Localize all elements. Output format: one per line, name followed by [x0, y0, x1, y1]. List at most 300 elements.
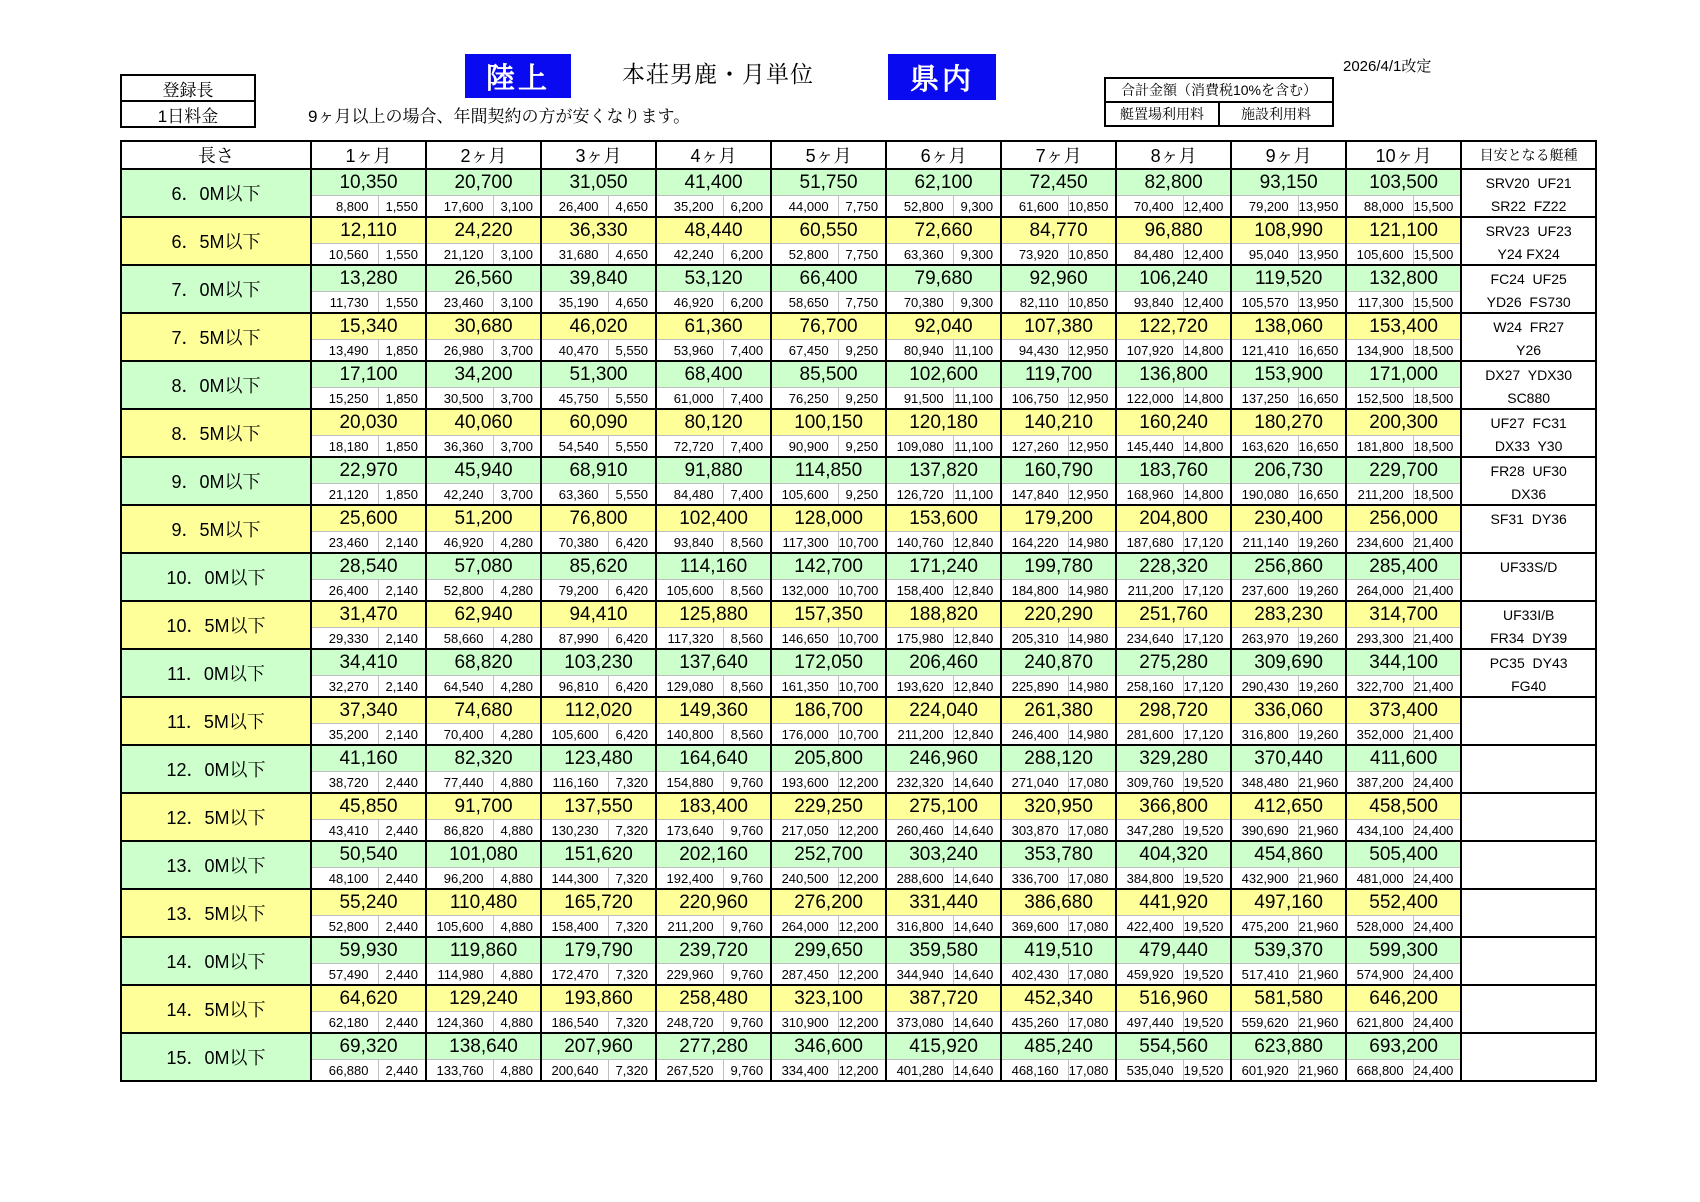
mooring-fee-cell: 117,300 — [771, 532, 838, 554]
mooring-fee-cell: 200,640 — [541, 1060, 608, 1082]
mooring-fee-cell: 35,190 — [541, 292, 608, 314]
total-price-cell: 140,210 — [1001, 409, 1116, 436]
mooring-fee-cell: 70,380 — [541, 532, 608, 554]
total-price-cell: 45,850 — [311, 793, 426, 820]
mooring-fee-cell: 105,600 — [1346, 244, 1413, 266]
mooring-fee-cell: 211,140 — [1231, 532, 1298, 554]
col-header-month-9: 9ヶ月 — [1231, 141, 1346, 169]
facility-fee-cell: 16,650 — [1298, 340, 1346, 362]
total-price-cell: 228,320 — [1116, 553, 1231, 580]
facility-fee-cell: 12,200 — [838, 916, 886, 938]
total-price-cell: 599,300 — [1346, 937, 1461, 964]
mooring-fee-cell: 175,980 — [886, 628, 953, 650]
col-header-month-5: 5ヶ月 — [771, 141, 886, 169]
total-price-cell: 36,330 — [541, 217, 656, 244]
facility-fee-cell: 12,840 — [953, 628, 1001, 650]
facility-fee-cell: 12,840 — [953, 724, 1001, 746]
total-price-cell: 34,410 — [311, 649, 426, 676]
mooring-fee-cell: 13,490 — [311, 340, 378, 362]
boat-type-line2 — [1462, 580, 1595, 600]
boat-type-line1: SRV20 UF21 — [1485, 175, 1572, 191]
total-price-cell: 91,880 — [656, 457, 771, 484]
total-price-cell: 20,700 — [426, 169, 541, 196]
mooring-fee-cell: 46,920 — [426, 532, 493, 554]
facility-fee-cell: 3,100 — [493, 244, 541, 266]
facility-fee-cell: 6,420 — [608, 628, 656, 650]
facility-fee-cell: 2,440 — [378, 868, 426, 890]
mooring-fee-cell: 87,990 — [541, 628, 608, 650]
mooring-fee-cell: 105,600 — [771, 484, 838, 506]
legend-facility-label: 施設利用料 — [1218, 101, 1334, 127]
total-price-cell: 13,280 — [311, 265, 426, 292]
boat-type-line2 — [1462, 1060, 1595, 1080]
mooring-fee-cell: 288,600 — [886, 868, 953, 890]
facility-fee-cell: 21,960 — [1298, 772, 1346, 794]
mooring-fee-cell: 384,800 — [1116, 868, 1183, 890]
facility-fee-cell: 21,960 — [1298, 916, 1346, 938]
mooring-fee-cell: 535,040 — [1116, 1060, 1183, 1082]
total-price-cell: 623,880 — [1231, 1033, 1346, 1060]
facility-fee-cell: 24,400 — [1413, 964, 1461, 986]
mooring-fee-cell: 91,500 — [886, 388, 953, 410]
total-price-cell: 153,600 — [886, 505, 1001, 532]
mooring-fee-cell: 79,200 — [541, 580, 608, 602]
boat-type-cell — [1461, 361, 1596, 409]
registered-length-box — [120, 74, 256, 128]
mooring-fee-cell: 77,440 — [426, 772, 493, 794]
mooring-fee-cell: 310,900 — [771, 1012, 838, 1034]
total-price-cell: 370,440 — [1231, 745, 1346, 772]
total-price-cell: 94,410 — [541, 601, 656, 628]
total-price-cell: 180,270 — [1231, 409, 1346, 436]
mooring-fee-cell: 8,800 — [311, 196, 378, 218]
total-price-cell: 72,450 — [1001, 169, 1116, 196]
total-price-cell: 183,760 — [1116, 457, 1231, 484]
boat-type-line2 — [1462, 916, 1595, 936]
total-price-cell: 100,150 — [771, 409, 886, 436]
total-price-cell: 153,400 — [1346, 313, 1461, 340]
mooring-fee-cell: 42,240 — [426, 484, 493, 506]
mooring-fee-cell: 72,720 — [656, 436, 723, 458]
mooring-fee-cell: 232,320 — [886, 772, 953, 794]
mooring-fee-cell: 35,200 — [311, 724, 378, 746]
mooring-fee-cell: 246,400 — [1001, 724, 1068, 746]
facility-fee-cell: 12,840 — [953, 676, 1001, 698]
boat-type-line2: SR22 FZ22 — [1490, 197, 1567, 214]
facility-fee-cell: 2,440 — [378, 1060, 426, 1082]
facility-fee-cell: 2,140 — [378, 724, 426, 746]
total-price-cell: 79,680 — [886, 265, 1001, 292]
boat-type-line2: Y24 FX24 — [1497, 245, 1560, 262]
boat-type-line2 — [1462, 772, 1595, 792]
mooring-fee-cell: 18,180 — [311, 436, 378, 458]
total-price-cell: 110,480 — [426, 889, 541, 916]
facility-fee-cell: 13,950 — [1298, 196, 1346, 218]
mooring-fee-cell: 63,360 — [886, 244, 953, 266]
total-price-cell: 106,240 — [1116, 265, 1231, 292]
facility-fee-cell: 17,080 — [1068, 1012, 1116, 1034]
total-price-cell: 205,800 — [771, 745, 886, 772]
total-price-cell: 285,400 — [1346, 553, 1461, 580]
mooring-fee-cell: 186,540 — [541, 1012, 608, 1034]
facility-fee-cell: 8,560 — [723, 676, 771, 698]
mooring-fee-cell: 309,760 — [1116, 772, 1183, 794]
facility-fee-cell: 14,980 — [1068, 532, 1116, 554]
facility-fee-cell: 9,760 — [723, 1060, 771, 1082]
total-price-cell: 121,100 — [1346, 217, 1461, 244]
total-price-cell: 454,860 — [1231, 841, 1346, 868]
mooring-fee-cell: 373,080 — [886, 1012, 953, 1034]
total-price-cell: 165,720 — [541, 889, 656, 916]
mooring-fee-cell: 11,730 — [311, 292, 378, 314]
total-price-cell: 419,510 — [1001, 937, 1116, 964]
mooring-fee-cell: 322,700 — [1346, 676, 1413, 698]
mooring-fee-cell: 42,240 — [656, 244, 723, 266]
total-price-cell: 102,400 — [656, 505, 771, 532]
legend-bottom-row — [1104, 101, 1334, 127]
total-price-cell: 12,110 — [311, 217, 426, 244]
facility-fee-cell: 17,080 — [1068, 820, 1116, 842]
facility-fee-cell: 21,400 — [1413, 532, 1461, 554]
total-price-cell: 160,240 — [1116, 409, 1231, 436]
facility-fee-cell: 12,200 — [838, 772, 886, 794]
mooring-fee-cell: 475,200 — [1231, 916, 1298, 938]
facility-fee-cell: 4,280 — [493, 532, 541, 554]
boat-type-cell — [1461, 985, 1596, 1033]
mooring-fee-cell: 468,160 — [1001, 1060, 1068, 1082]
mooring-fee-cell: 668,800 — [1346, 1060, 1413, 1082]
mooring-fee-cell: 122,000 — [1116, 388, 1183, 410]
total-price-cell: 93,150 — [1231, 169, 1346, 196]
mooring-fee-cell: 271,040 — [1001, 772, 1068, 794]
mooring-fee-cell: 52,800 — [771, 244, 838, 266]
col-header-month-3: 3ヶ月 — [541, 141, 656, 169]
total-price-cell: 552,400 — [1346, 889, 1461, 916]
prefecture-badge: 県内 — [888, 54, 996, 100]
boat-type-cell — [1461, 169, 1596, 217]
total-price-cell: 220,960 — [656, 889, 771, 916]
total-price-cell: 240,870 — [1001, 649, 1116, 676]
facility-fee-cell: 1,550 — [378, 244, 426, 266]
facility-fee-cell: 7,750 — [838, 244, 886, 266]
mooring-fee-cell: 137,250 — [1231, 388, 1298, 410]
facility-fee-cell: 3,700 — [493, 436, 541, 458]
mooring-fee-cell: 23,460 — [426, 292, 493, 314]
boat-type-line1 — [1462, 987, 1595, 1012]
total-price-cell: 359,580 — [886, 937, 1001, 964]
total-price-cell: 82,800 — [1116, 169, 1231, 196]
col-header-month-6: 6ヶ月 — [886, 141, 1001, 169]
mooring-fee-cell: 434,100 — [1346, 820, 1413, 842]
total-price-cell: 59,930 — [311, 937, 426, 964]
facility-fee-cell: 10,700 — [838, 532, 886, 554]
mooring-fee-cell: 107,920 — [1116, 340, 1183, 362]
total-price-cell: 136,800 — [1116, 361, 1231, 388]
mooring-fee-cell: 31,680 — [541, 244, 608, 266]
mooring-fee-cell: 234,640 — [1116, 628, 1183, 650]
facility-fee-cell: 2,440 — [378, 1012, 426, 1034]
mooring-fee-cell: 79,200 — [1231, 196, 1298, 218]
facility-fee-cell: 8,560 — [723, 580, 771, 602]
total-price-cell: 15,340 — [311, 313, 426, 340]
mooring-fee-cell: 127,260 — [1001, 436, 1068, 458]
total-price-cell: 275,280 — [1116, 649, 1231, 676]
facility-fee-cell: 8,560 — [723, 724, 771, 746]
col-header-month-8: 8ヶ月 — [1116, 141, 1231, 169]
length-cell: 9．5M以下 — [121, 505, 311, 553]
total-price-cell: 239,720 — [656, 937, 771, 964]
total-price-cell: 404,320 — [1116, 841, 1231, 868]
facility-fee-cell: 17,080 — [1068, 916, 1116, 938]
mooring-fee-cell: 30,500 — [426, 388, 493, 410]
boat-type-cell — [1461, 649, 1596, 697]
boat-type-line1 — [1462, 891, 1595, 916]
total-price-cell: 138,060 — [1231, 313, 1346, 340]
mooring-fee-cell: 130,230 — [541, 820, 608, 842]
mooring-fee-cell: 193,620 — [886, 676, 953, 698]
boat-type-line1 — [1462, 843, 1595, 868]
facility-fee-cell: 24,400 — [1413, 1060, 1461, 1082]
facility-fee-cell: 17,080 — [1068, 772, 1116, 794]
boat-type-line2: SC880 — [1507, 389, 1551, 406]
facility-fee-cell: 6,420 — [608, 580, 656, 602]
mooring-fee-cell: 82,110 — [1001, 292, 1068, 314]
facility-fee-cell: 21,400 — [1413, 580, 1461, 602]
total-price-cell: 138,640 — [426, 1033, 541, 1060]
total-price-cell: 441,920 — [1116, 889, 1231, 916]
facility-fee-cell: 7,320 — [608, 820, 656, 842]
facility-fee-cell: 17,080 — [1068, 964, 1116, 986]
total-price-cell: 206,460 — [886, 649, 1001, 676]
registered-length-label: 登録長 — [120, 74, 256, 102]
facility-fee-cell: 17,120 — [1183, 580, 1231, 602]
mooring-fee-cell: 316,800 — [1231, 724, 1298, 746]
facility-fee-cell: 2,440 — [378, 820, 426, 842]
mooring-fee-cell: 54,540 — [541, 436, 608, 458]
facility-fee-cell: 19,520 — [1183, 1012, 1231, 1034]
mooring-fee-cell: 293,300 — [1346, 628, 1413, 650]
mooring-fee-cell: 168,960 — [1116, 484, 1183, 506]
total-price-cell: 246,960 — [886, 745, 1001, 772]
mooring-fee-cell: 29,330 — [311, 628, 378, 650]
facility-fee-cell: 4,650 — [608, 292, 656, 314]
mooring-fee-cell: 264,000 — [1346, 580, 1413, 602]
total-price-cell: 82,320 — [426, 745, 541, 772]
boat-type-cell — [1461, 217, 1596, 265]
facility-fee-cell: 4,880 — [493, 1012, 541, 1034]
mooring-fee-cell: 84,480 — [656, 484, 723, 506]
facility-fee-cell: 9,250 — [838, 340, 886, 362]
facility-fee-cell: 14,800 — [1183, 388, 1231, 410]
facility-fee-cell: 4,880 — [493, 868, 541, 890]
facility-fee-cell: 10,700 — [838, 724, 886, 746]
boat-type-cell — [1461, 313, 1596, 361]
mooring-fee-cell: 435,260 — [1001, 1012, 1068, 1034]
facility-fee-cell: 14,980 — [1068, 676, 1116, 698]
mooring-fee-cell: 90,900 — [771, 436, 838, 458]
boat-type-line1: UF33I/B — [1502, 607, 1555, 623]
mooring-fee-cell: 93,840 — [656, 532, 723, 554]
total-price-cell: 149,360 — [656, 697, 771, 724]
total-price-cell: 51,200 — [426, 505, 541, 532]
facility-fee-cell: 24,400 — [1413, 868, 1461, 890]
total-price-cell: 46,020 — [541, 313, 656, 340]
mooring-fee-cell: 334,400 — [771, 1060, 838, 1082]
facility-fee-cell: 2,440 — [378, 964, 426, 986]
length-cell: 12．0M以下 — [121, 745, 311, 793]
price-table — [120, 140, 1597, 1082]
facility-fee-cell: 2,440 — [378, 772, 426, 794]
mooring-fee-cell: 211,200 — [1116, 580, 1183, 602]
mooring-fee-cell: 528,000 — [1346, 916, 1413, 938]
mooring-fee-cell: 211,200 — [1346, 484, 1413, 506]
mooring-fee-cell: 133,760 — [426, 1060, 493, 1082]
boat-type-cell — [1461, 409, 1596, 457]
facility-fee-cell: 19,520 — [1183, 964, 1231, 986]
facility-fee-cell: 14,800 — [1183, 340, 1231, 362]
col-header-month-2: 2ヶ月 — [426, 141, 541, 169]
length-cell: 10．0M以下 — [121, 553, 311, 601]
facility-fee-cell: 1,550 — [378, 292, 426, 314]
mooring-fee-cell: 248,720 — [656, 1012, 723, 1034]
total-price-cell: 346,600 — [771, 1033, 886, 1060]
mooring-fee-cell: 15,250 — [311, 388, 378, 410]
facility-fee-cell: 9,300 — [953, 244, 1001, 266]
total-price-cell: 102,600 — [886, 361, 1001, 388]
total-price-cell: 298,720 — [1116, 697, 1231, 724]
mooring-fee-cell: 258,160 — [1116, 676, 1183, 698]
total-price-cell: 128,000 — [771, 505, 886, 532]
mooring-fee-cell: 88,000 — [1346, 196, 1413, 218]
mooring-fee-cell: 481,000 — [1346, 868, 1413, 890]
total-price-cell: 320,950 — [1001, 793, 1116, 820]
facility-fee-cell: 1,850 — [378, 484, 426, 506]
length-cell: 14．0M以下 — [121, 937, 311, 985]
total-price-cell: 693,200 — [1346, 1033, 1461, 1060]
facility-fee-cell: 14,640 — [953, 772, 1001, 794]
land-category-badge: 陸上 — [465, 54, 571, 98]
facility-fee-cell: 3,100 — [493, 196, 541, 218]
total-price-cell: 206,730 — [1231, 457, 1346, 484]
mooring-fee-cell: 390,690 — [1231, 820, 1298, 842]
total-price-cell: 62,940 — [426, 601, 541, 628]
total-price-cell: 276,200 — [771, 889, 886, 916]
total-price-cell: 92,960 — [1001, 265, 1116, 292]
total-price-cell: 28,540 — [311, 553, 426, 580]
boat-type-line2: DX33 Y30 — [1494, 437, 1563, 454]
mooring-fee-cell: 517,410 — [1231, 964, 1298, 986]
facility-fee-cell: 24,400 — [1413, 1012, 1461, 1034]
boat-type-line1: SRV23 UF23 — [1485, 223, 1572, 239]
mooring-fee-cell: 347,280 — [1116, 820, 1183, 842]
total-price-cell: 60,090 — [541, 409, 656, 436]
total-price-cell: 220,290 — [1001, 601, 1116, 628]
mooring-fee-cell: 193,600 — [771, 772, 838, 794]
total-price-cell: 69,320 — [311, 1033, 426, 1060]
boat-type-line1 — [1462, 747, 1595, 772]
mooring-fee-cell: 163,620 — [1231, 436, 1298, 458]
mooring-fee-cell: 140,800 — [656, 724, 723, 746]
facility-fee-cell: 24,400 — [1413, 820, 1461, 842]
total-price-cell: 193,860 — [541, 985, 656, 1012]
mooring-fee-cell: 96,200 — [426, 868, 493, 890]
total-price-cell: 40,060 — [426, 409, 541, 436]
length-cell: 10．5M以下 — [121, 601, 311, 649]
mooring-fee-cell: 205,310 — [1001, 628, 1068, 650]
total-price-cell: 277,280 — [656, 1033, 771, 1060]
total-price-cell: 61,360 — [656, 313, 771, 340]
facility-fee-cell: 19,520 — [1183, 868, 1231, 890]
total-price-cell: 55,240 — [311, 889, 426, 916]
mooring-fee-cell: 62,180 — [311, 1012, 378, 1034]
total-price-cell: 119,860 — [426, 937, 541, 964]
facility-fee-cell: 3,700 — [493, 484, 541, 506]
facility-fee-cell: 10,700 — [838, 628, 886, 650]
total-price-cell: 314,700 — [1346, 601, 1461, 628]
mooring-fee-cell: 121,410 — [1231, 340, 1298, 362]
length-cell: 15．0M以下 — [121, 1033, 311, 1081]
total-price-cell: 57,080 — [426, 553, 541, 580]
length-cell: 13．5M以下 — [121, 889, 311, 937]
mooring-fee-cell: 140,760 — [886, 532, 953, 554]
total-price-cell: 31,050 — [541, 169, 656, 196]
total-price-cell: 251,760 — [1116, 601, 1231, 628]
facility-fee-cell: 2,140 — [378, 532, 426, 554]
facility-fee-cell: 10,700 — [838, 676, 886, 698]
mooring-fee-cell: 70,400 — [426, 724, 493, 746]
boat-type-line1: FR28 UF30 — [1490, 463, 1567, 479]
total-price-cell: 72,660 — [886, 217, 1001, 244]
mooring-fee-cell: 70,380 — [886, 292, 953, 314]
total-price-cell: 119,520 — [1231, 265, 1346, 292]
facility-fee-cell: 17,120 — [1183, 676, 1231, 698]
total-price-cell: 17,100 — [311, 361, 426, 388]
facility-fee-cell: 17,120 — [1183, 724, 1231, 746]
boat-type-line2: Y26 — [1516, 341, 1542, 358]
total-price-cell: 323,100 — [771, 985, 886, 1012]
facility-fee-cell: 14,800 — [1183, 484, 1231, 506]
total-price-cell: 412,650 — [1231, 793, 1346, 820]
mooring-fee-cell: 432,900 — [1231, 868, 1298, 890]
facility-fee-cell: 4,650 — [608, 244, 656, 266]
mooring-fee-cell: 46,920 — [656, 292, 723, 314]
boat-type-line1: UF27 FC31 — [1490, 415, 1567, 431]
mooring-fee-cell: 26,400 — [311, 580, 378, 602]
total-price-cell: 37,340 — [311, 697, 426, 724]
mooring-fee-cell: 237,600 — [1231, 580, 1298, 602]
facility-fee-cell: 10,850 — [1068, 244, 1116, 266]
mooring-fee-cell: 211,200 — [656, 916, 723, 938]
boat-type-line2 — [1462, 820, 1595, 840]
mooring-fee-cell: 147,840 — [1001, 484, 1068, 506]
total-price-cell: 137,550 — [541, 793, 656, 820]
facility-fee-cell: 6,200 — [723, 292, 771, 314]
total-price-cell: 329,280 — [1116, 745, 1231, 772]
boat-type-line1: SF31 DY36 — [1490, 511, 1567, 527]
total-price-cell: 84,770 — [1001, 217, 1116, 244]
total-price-cell: 230,400 — [1231, 505, 1346, 532]
mooring-fee-cell: 93,840 — [1116, 292, 1183, 314]
mooring-fee-cell: 95,040 — [1231, 244, 1298, 266]
mooring-fee-cell: 344,940 — [886, 964, 953, 986]
total-price-cell: 51,300 — [541, 361, 656, 388]
total-price-cell: 45,940 — [426, 457, 541, 484]
mooring-fee-cell: 94,430 — [1001, 340, 1068, 362]
mooring-fee-cell: 96,810 — [541, 676, 608, 698]
col-header-month-4: 4ヶ月 — [656, 141, 771, 169]
facility-fee-cell: 11,100 — [953, 436, 1001, 458]
mooring-fee-cell: 58,650 — [771, 292, 838, 314]
